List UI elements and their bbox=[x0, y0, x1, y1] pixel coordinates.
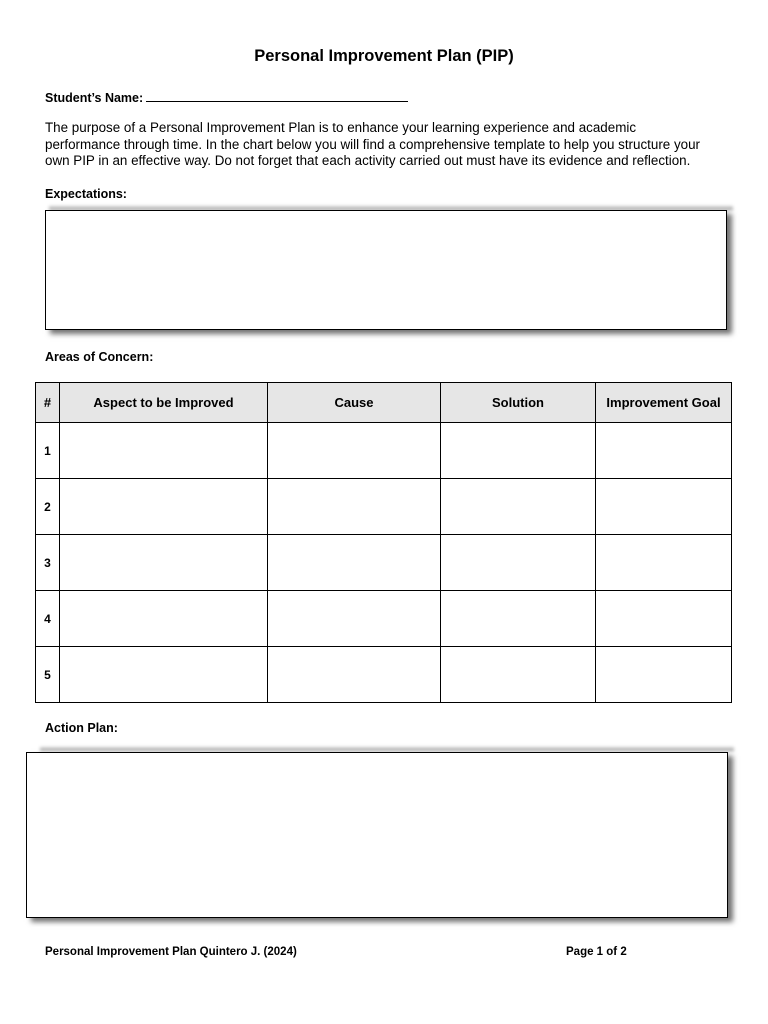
row-number: 5 bbox=[36, 647, 60, 703]
action-plan-label: Action Plan: bbox=[45, 721, 118, 735]
solution-cell[interactable] bbox=[441, 423, 596, 479]
row-number: 1 bbox=[36, 423, 60, 479]
aspect-cell[interactable] bbox=[60, 423, 268, 479]
column-header-cause: Cause bbox=[268, 383, 441, 423]
table-row bbox=[36, 535, 732, 591]
cause-cell[interactable] bbox=[268, 591, 441, 647]
student-name-field[interactable] bbox=[146, 89, 408, 102]
column-header-number: # bbox=[36, 383, 60, 423]
areas-of-concern-table bbox=[35, 382, 732, 703]
solution-cell[interactable] bbox=[441, 479, 596, 535]
improvement-goal-cell[interactable] bbox=[596, 535, 732, 591]
table-row bbox=[36, 423, 732, 479]
improvement-goal-cell[interactable] bbox=[596, 647, 732, 703]
table-row bbox=[36, 591, 732, 647]
aspect-cell[interactable] bbox=[60, 647, 268, 703]
aspect-cell[interactable] bbox=[60, 535, 268, 591]
table-header-row bbox=[36, 383, 732, 423]
student-name-label: Student’s Name: bbox=[45, 91, 144, 105]
footer-page-number: Page 1 of 2 bbox=[566, 946, 627, 958]
cause-cell[interactable] bbox=[268, 479, 441, 535]
action-plan-box-shadow bbox=[40, 746, 734, 751]
column-header-aspect: Aspect to be Improved bbox=[60, 383, 268, 423]
expectations-box[interactable] bbox=[45, 210, 727, 330]
solution-cell[interactable] bbox=[441, 535, 596, 591]
page-title: Personal Improvement Plan (PIP) bbox=[254, 47, 514, 65]
student-name-row bbox=[45, 89, 408, 105]
footer-citation: Personal Improvement Plan Quintero J. (2024) bbox=[45, 946, 297, 958]
column-header-improvement-goal: Improvement Goal bbox=[596, 383, 732, 423]
table-row bbox=[36, 647, 732, 703]
aspect-cell[interactable] bbox=[60, 591, 268, 647]
row-number: 4 bbox=[36, 591, 60, 647]
improvement-goal-cell[interactable] bbox=[596, 423, 732, 479]
table-row bbox=[36, 479, 732, 535]
action-plan-box[interactable] bbox=[26, 752, 728, 918]
areas-of-concern-label: Areas of Concern: bbox=[45, 350, 154, 364]
row-number: 3 bbox=[36, 535, 60, 591]
cause-cell[interactable] bbox=[268, 647, 441, 703]
cause-cell[interactable] bbox=[268, 423, 441, 479]
intro-line: The purpose of a Personal Improvement Plan is to enhance your learning experience and academic bbox=[45, 120, 637, 135]
column-header-solution: Solution bbox=[441, 383, 596, 423]
cause-cell[interactable] bbox=[268, 535, 441, 591]
row-number: 2 bbox=[36, 479, 60, 535]
aspect-cell[interactable] bbox=[60, 479, 268, 535]
intro-line: own PIP in an effective way. Do not forget that each activity carried out must have its evidence and reflection. bbox=[45, 153, 691, 168]
intro-line: performance through time. In the chart below you will find a comprehensive template to help you structure your bbox=[45, 136, 700, 152]
solution-cell[interactable] bbox=[441, 591, 596, 647]
improvement-goal-cell[interactable] bbox=[596, 591, 732, 647]
intro-paragraph bbox=[45, 120, 735, 170]
improvement-goal-cell[interactable] bbox=[596, 479, 732, 535]
solution-cell[interactable] bbox=[441, 647, 596, 703]
expectations-label: Expectations: bbox=[45, 187, 127, 201]
